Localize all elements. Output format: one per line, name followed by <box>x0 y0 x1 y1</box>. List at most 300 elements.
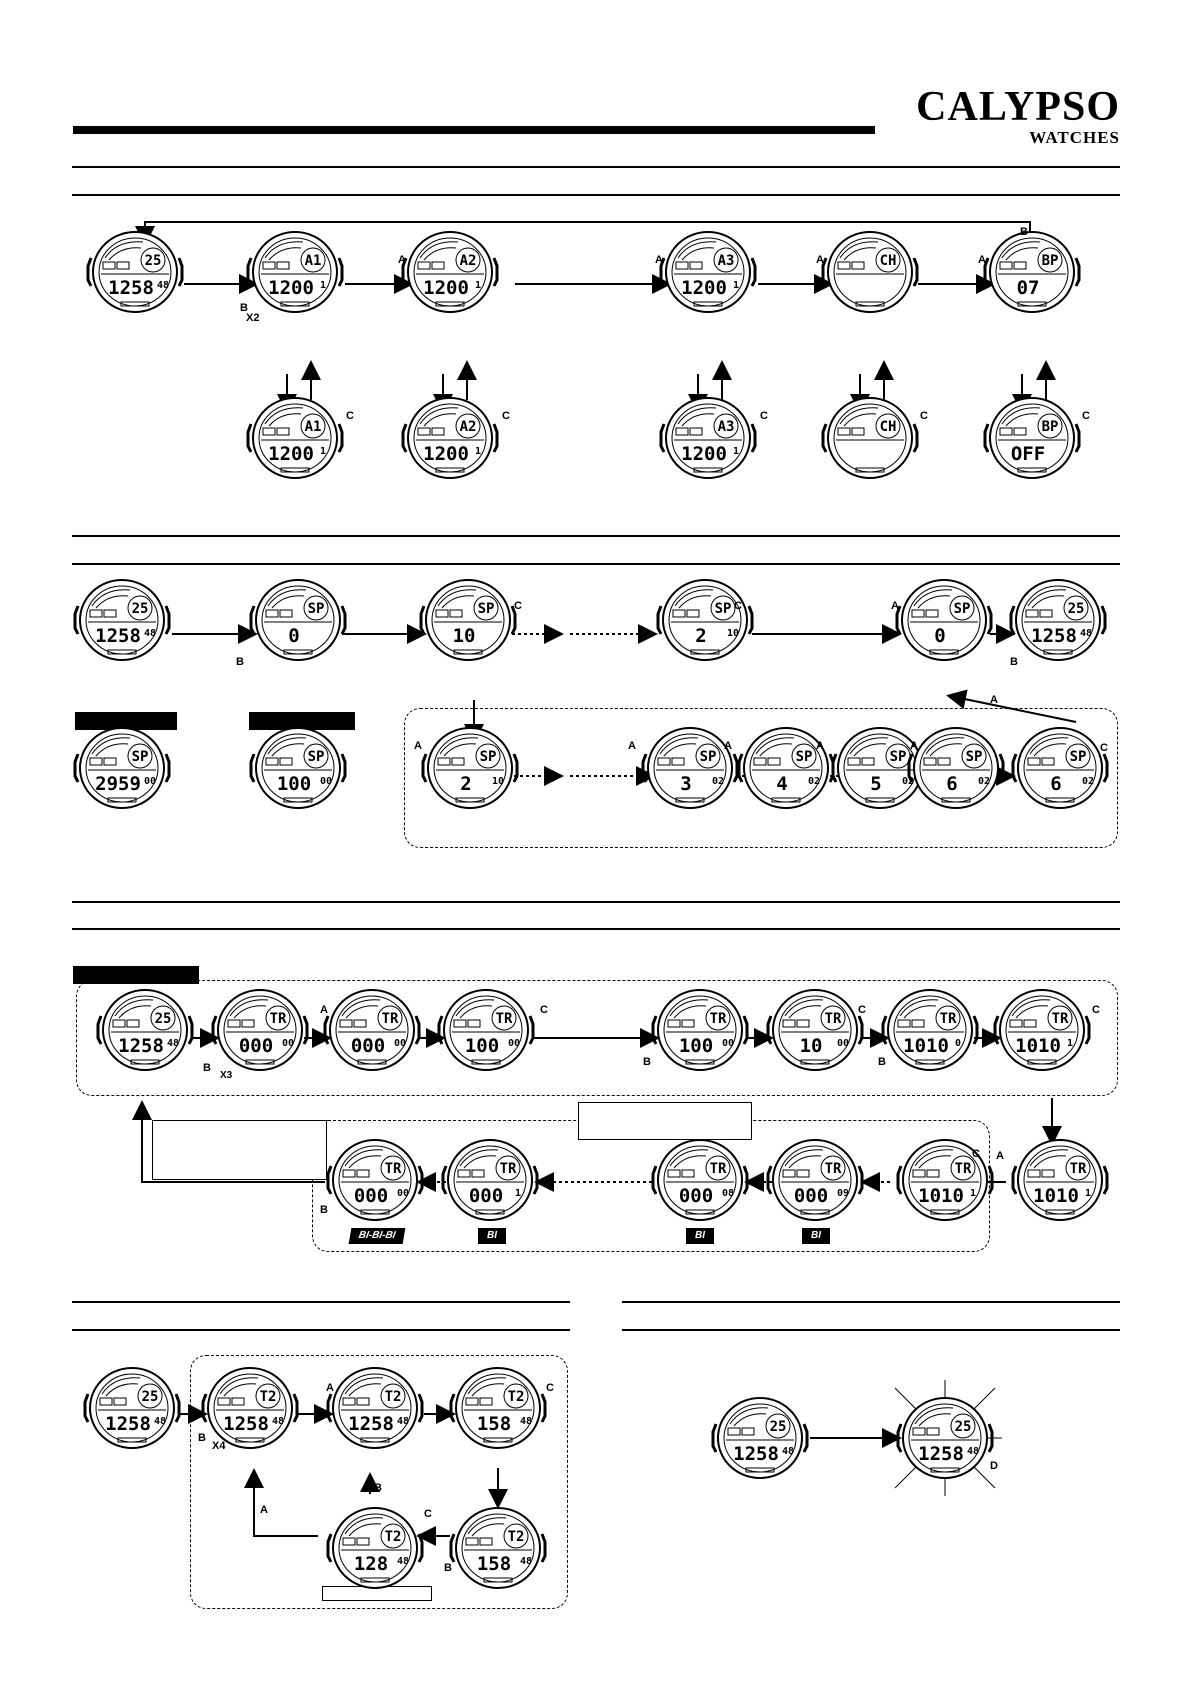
button-c-marker[interactable] <box>502 410 510 422</box>
button-a-marker[interactable] <box>414 740 422 752</box>
seconds-readout: 48 <box>519 1556 533 1567</box>
side-button <box>995 1016 998 1044</box>
watch-display <box>985 398 1079 478</box>
button-c-marker[interactable] <box>546 1382 554 1394</box>
button-d-marker[interactable] <box>990 1460 998 1472</box>
alert-badge: BI-BI-BI <box>349 1228 406 1244</box>
brand-subtitle: WATCHES <box>1029 128 1120 147</box>
button-a-marker[interactable] <box>260 1504 268 1516</box>
mode-readout: 25 <box>144 253 162 269</box>
mode-readout: SP <box>1069 749 1087 765</box>
seconds-readout: 48 <box>143 628 157 639</box>
main-readout: 07 <box>1016 277 1040 299</box>
main-readout: 6 <box>1050 773 1062 795</box>
watch-display <box>897 580 991 660</box>
mode-readout: T2 <box>507 1389 525 1405</box>
button-a-label: A <box>326 1382 334 1394</box>
watch-display <box>898 1398 992 1478</box>
mode-readout: T2 <box>259 1389 277 1405</box>
side-button <box>752 424 755 452</box>
button-b-marker[interactable] <box>203 1062 211 1074</box>
button-b-marker[interactable] <box>236 656 244 668</box>
side-button <box>914 258 917 286</box>
side-button <box>342 754 345 782</box>
watch-case <box>448 1140 532 1220</box>
watch-case <box>648 728 732 808</box>
watch-display <box>661 232 755 312</box>
mode-readout: SP <box>307 601 325 617</box>
watch-display <box>653 990 747 1070</box>
seconds-readout: 48 <box>153 1416 167 1427</box>
button-a-label: A <box>260 1504 268 1516</box>
watch-case <box>408 232 492 312</box>
mode-readout: 25 <box>1067 601 1085 617</box>
side-button <box>342 606 345 634</box>
watch-case <box>103 990 187 1070</box>
button-a-label: A <box>978 254 986 266</box>
button-a-label: A <box>816 254 824 266</box>
seconds-readout: 1 <box>319 280 327 291</box>
watch-display <box>823 398 917 478</box>
button-c-marker[interactable] <box>972 1148 980 1160</box>
watch-display <box>985 232 1079 312</box>
main-readout: 000 <box>353 1185 389 1207</box>
main-readout: 1258 <box>105 1413 151 1435</box>
main-readout: 1010 <box>918 1185 964 1207</box>
side-button <box>1086 1016 1089 1044</box>
watch-case <box>333 1140 417 1220</box>
mode-readout: SP <box>714 601 732 617</box>
side-button <box>416 1016 419 1044</box>
side-button <box>98 1016 101 1044</box>
button-a-label: A <box>816 740 824 752</box>
button-c-marker[interactable] <box>1092 1004 1100 1016</box>
button-c-marker[interactable] <box>540 1004 548 1016</box>
side-button <box>75 754 78 782</box>
watch-case <box>658 990 742 1070</box>
side-button <box>1104 1166 1107 1194</box>
watch-case <box>1000 990 1084 1070</box>
side-button <box>339 258 342 286</box>
side-button <box>542 1534 545 1562</box>
side-button <box>883 1016 886 1044</box>
mode-readout: A1 <box>304 253 322 269</box>
button-b-label: B <box>643 1056 651 1068</box>
side-button <box>514 754 517 782</box>
watch-display <box>451 1508 545 1588</box>
watch-case <box>990 398 1074 478</box>
mode-readout: 25 <box>954 1419 972 1435</box>
side-button <box>176 1394 179 1422</box>
seconds-readout: 02 <box>711 776 725 787</box>
button-c-marker[interactable] <box>424 1508 432 1520</box>
mode-readout: 25 <box>131 601 149 617</box>
main-readout: 1258 <box>108 277 154 299</box>
side-button <box>88 258 91 286</box>
side-button <box>1076 258 1079 286</box>
watch-case <box>90 1368 174 1448</box>
seconds-readout: 48 <box>966 1446 980 1457</box>
button-b-marker[interactable] <box>1010 656 1018 668</box>
button-a-marker[interactable] <box>816 740 824 752</box>
main-readout: 2959 <box>95 773 141 795</box>
seconds-readout: 1 <box>474 446 482 457</box>
main-readout: 5 <box>870 773 882 795</box>
seconds-readout: 02 <box>977 776 991 787</box>
watch-display <box>213 990 307 1070</box>
button-a-label: A <box>910 740 918 752</box>
watch-display <box>88 232 182 312</box>
button-b-marker[interactable] <box>1020 226 1028 238</box>
watch-case <box>256 728 340 808</box>
side-button <box>1013 1166 1016 1194</box>
button-b-label: B <box>240 302 248 314</box>
mode-readout: SP <box>131 749 149 765</box>
watch-case <box>444 990 528 1070</box>
watch-display <box>713 1398 807 1478</box>
mode-readout: SP <box>699 749 717 765</box>
side-button <box>914 424 917 452</box>
watch-case <box>408 398 492 478</box>
side-button <box>248 258 251 286</box>
button-c-marker[interactable] <box>734 600 742 612</box>
main-readout: 1200 <box>423 443 469 465</box>
watch-case <box>914 728 998 808</box>
alert-badge: BI <box>478 1228 506 1244</box>
side-button <box>339 424 342 452</box>
seconds-readout: 48 <box>166 1038 180 1049</box>
seconds-readout: 1 <box>1066 1038 1074 1049</box>
side-button <box>989 1424 992 1452</box>
seconds-readout: 00 <box>319 776 333 787</box>
button-b-label: B <box>203 1062 211 1074</box>
side-button <box>898 1166 901 1194</box>
watch-display <box>403 398 497 478</box>
button-b-label: B <box>374 1482 382 1494</box>
side-button <box>166 606 169 634</box>
main-readout: 1258 <box>95 625 141 647</box>
side-button <box>419 1394 422 1422</box>
mode-readout: TR <box>954 1161 972 1177</box>
mode-readout: TR <box>384 1161 402 1177</box>
seconds-readout: 48 <box>396 1416 410 1427</box>
side-button <box>823 424 826 452</box>
seconds-readout: 02 <box>1081 776 1095 787</box>
mode-readout: 25 <box>769 1419 787 1435</box>
button-c-marker[interactable] <box>1082 410 1090 422</box>
side-button <box>248 424 251 452</box>
button-b-label: B <box>236 656 244 668</box>
button-b-label: B <box>444 1562 452 1574</box>
button-a-marker[interactable] <box>990 694 998 706</box>
seconds-readout: 48 <box>1079 628 1093 639</box>
button-c-label: C <box>502 410 510 422</box>
watch-display <box>251 728 345 808</box>
watch-display <box>328 1140 422 1220</box>
main-readout: 10 <box>452 625 476 647</box>
watch-case <box>330 990 414 1070</box>
mode-readout: SP <box>307 749 325 765</box>
multiplier-label: X3 <box>220 1070 233 1081</box>
button-a-label: A <box>990 694 998 706</box>
button-a-marker[interactable] <box>891 600 899 612</box>
side-button <box>542 1394 545 1422</box>
side-button <box>1011 606 1014 634</box>
seconds-readout: 1 <box>732 446 740 457</box>
button-c-marker[interactable] <box>514 600 522 612</box>
mode-readout: TR <box>939 1011 957 1027</box>
side-button <box>328 1394 331 1422</box>
mode-readout: BP <box>1041 419 1059 435</box>
watch-case <box>80 728 164 808</box>
side-button <box>304 1016 307 1044</box>
mode-readout: CH <box>879 419 897 435</box>
button-a-label: A <box>628 740 636 752</box>
watch-display <box>75 580 169 660</box>
button-c-marker[interactable] <box>346 410 354 422</box>
button-b-marker[interactable] <box>878 1056 886 1068</box>
mode-readout: T2 <box>384 1529 402 1545</box>
side-button <box>744 1016 747 1044</box>
side-button <box>1104 754 1107 782</box>
seconds-readout: 1 <box>732 280 740 291</box>
side-button <box>451 1534 454 1562</box>
mode-readout: A1 <box>304 419 322 435</box>
side-button <box>713 1424 716 1452</box>
button-c-label: C <box>858 1004 866 1016</box>
seconds-readout: 1 <box>514 1188 522 1199</box>
watch-display <box>768 990 862 1070</box>
watch-case <box>208 1368 292 1448</box>
seconds-readout: 1 <box>474 280 482 291</box>
watch-case <box>456 1368 540 1448</box>
side-button <box>988 606 991 634</box>
watch-display <box>658 580 752 660</box>
button-d-label: D <box>990 1460 998 1472</box>
multiplier-label: X2 <box>246 312 260 324</box>
button-a-label: A <box>655 254 663 266</box>
side-button <box>1013 754 1016 782</box>
side-button <box>423 754 426 782</box>
mode-readout: TR <box>499 1161 517 1177</box>
seconds-readout: 00 <box>393 1038 407 1049</box>
main-readout: 128 <box>353 1553 389 1575</box>
mode-readout: A2 <box>459 419 477 435</box>
main-readout: 000 <box>678 1185 714 1207</box>
button-c-label: C <box>920 410 928 422</box>
brand-name: CALYPSO <box>916 84 1120 130</box>
side-button <box>752 258 755 286</box>
seconds-readout: 48 <box>156 280 170 291</box>
watch-display <box>451 1368 545 1448</box>
watch-display <box>1011 580 1105 660</box>
button-b-marker[interactable] <box>374 1482 382 1494</box>
side-button <box>421 606 424 634</box>
watch-display <box>443 1140 537 1220</box>
button-c-marker[interactable] <box>1100 742 1108 754</box>
watch-case <box>773 1140 857 1220</box>
main-readout: 4 <box>776 773 788 795</box>
watch-display <box>883 990 977 1070</box>
watch-case <box>990 232 1074 312</box>
side-button <box>325 1016 328 1044</box>
button-a-label: A <box>891 600 899 612</box>
button-a-label: A <box>724 740 732 752</box>
main-readout: 158 <box>476 1413 512 1435</box>
main-readout: 1200 <box>681 277 727 299</box>
side-button <box>403 424 406 452</box>
alert-badge: BI <box>686 1228 714 1244</box>
watch-case <box>1016 580 1100 660</box>
button-c-marker[interactable] <box>920 410 928 422</box>
main-readout: 000 <box>238 1035 274 1057</box>
mode-readout: BP <box>1041 253 1059 269</box>
side-button <box>189 1016 192 1044</box>
watch-case <box>828 232 912 312</box>
button-b-marker[interactable] <box>643 1056 651 1068</box>
watch-case <box>333 1368 417 1448</box>
watch-case <box>718 1398 802 1478</box>
button-a-marker[interactable] <box>816 254 824 266</box>
button-a-marker[interactable] <box>655 254 663 266</box>
side-button <box>213 1016 216 1044</box>
side-button <box>494 258 497 286</box>
mode-readout: TR <box>824 1011 842 1027</box>
seconds-readout: 48 <box>519 1416 533 1427</box>
mode-readout: SP <box>953 601 971 617</box>
main-readout: 1200 <box>268 443 314 465</box>
button-a-marker[interactable] <box>996 1150 1004 1162</box>
side-button <box>179 258 182 286</box>
watch-display <box>403 232 497 312</box>
side-button <box>1102 606 1105 634</box>
watch-display <box>1013 1140 1107 1220</box>
button-a-label: A <box>414 740 422 752</box>
side-button <box>989 1166 992 1194</box>
main-readout: 000 <box>468 1185 504 1207</box>
side-button <box>658 606 661 634</box>
button-c-label: C <box>1100 742 1108 754</box>
seconds-readout: 1 <box>319 446 327 457</box>
alert-badge: BI <box>802 1228 830 1244</box>
watch-case <box>1018 1140 1102 1220</box>
main-readout: 1200 <box>268 277 314 299</box>
button-a-marker[interactable] <box>326 1382 334 1394</box>
watch-display <box>85 1368 179 1448</box>
seconds-readout: 10 <box>491 776 505 787</box>
side-button <box>166 754 169 782</box>
mode-readout: TR <box>1051 1011 1069 1027</box>
main-readout: 3 <box>680 773 692 795</box>
main-readout: 100 <box>464 1035 500 1057</box>
watch-case <box>426 580 510 660</box>
button-c-label: C <box>1082 410 1090 422</box>
side-button <box>294 1394 297 1422</box>
button-a-marker[interactable] <box>910 740 918 752</box>
watch-display <box>995 990 1089 1070</box>
side-button <box>534 1166 537 1194</box>
watch-display <box>1013 728 1107 808</box>
button-c-marker[interactable] <box>858 1004 866 1016</box>
main-readout: 1258 <box>918 1443 964 1465</box>
side-button <box>251 754 254 782</box>
button-a-marker[interactable] <box>978 254 986 266</box>
button-a-marker[interactable] <box>320 1004 328 1016</box>
seconds-readout: 08 <box>721 1188 735 1199</box>
side-button <box>443 1166 446 1194</box>
watch-case <box>902 580 986 660</box>
main-readout: 100 <box>678 1035 714 1057</box>
main-readout: 2 <box>695 625 707 647</box>
side-button <box>75 606 78 634</box>
watch-case <box>1018 728 1102 808</box>
main-readout: 1010 <box>903 1035 949 1057</box>
watch-display <box>203 1368 297 1448</box>
main-readout: 000 <box>793 1185 829 1207</box>
mode-readout: SP <box>477 601 495 617</box>
seconds-readout: 00 <box>281 1038 295 1049</box>
watch-display <box>768 1140 862 1220</box>
main-readout: 1200 <box>423 277 469 299</box>
mode-readout: A3 <box>717 419 735 435</box>
side-button <box>898 1424 901 1452</box>
button-a-marker[interactable] <box>628 740 636 752</box>
main-readout: 1258 <box>223 1413 269 1435</box>
button-b-marker[interactable] <box>320 1204 328 1216</box>
button-c-marker[interactable] <box>760 410 768 422</box>
button-a-marker[interactable] <box>724 740 732 752</box>
watch-display <box>75 728 169 808</box>
side-button <box>768 1016 771 1044</box>
side-button <box>804 1424 807 1452</box>
watch-display <box>98 990 192 1070</box>
watch-case <box>253 398 337 478</box>
mode-readout: SP <box>965 749 983 765</box>
watch-case <box>663 580 747 660</box>
mode-readout: TR <box>495 1011 513 1027</box>
main-readout: 1258 <box>733 1443 779 1465</box>
watch-case <box>256 580 340 660</box>
seconds-readout: 10 <box>726 628 740 639</box>
watch-display <box>328 1508 422 1588</box>
button-c-label: C <box>546 1382 554 1394</box>
mode-readout: T2 <box>384 1389 402 1405</box>
main-readout: 1010 <box>1033 1185 1079 1207</box>
button-b-label: B <box>1020 226 1028 238</box>
button-b-marker[interactable] <box>198 1432 206 1444</box>
watch-display <box>325 990 419 1070</box>
watch-case <box>888 990 972 1070</box>
side-button <box>328 1166 331 1194</box>
mode-readout: T2 <box>507 1529 525 1545</box>
mode-readout: SP <box>479 749 497 765</box>
main-readout: 1200 <box>681 443 727 465</box>
main-readout: 1010 <box>1015 1035 1061 1057</box>
multiplier-label: X4 <box>212 1440 226 1452</box>
button-a-marker[interactable] <box>398 254 406 266</box>
seconds-readout: 00 <box>836 1038 850 1049</box>
seconds-readout: 1 <box>969 1188 977 1199</box>
button-b-marker[interactable] <box>444 1562 452 1574</box>
watch-display <box>248 398 342 478</box>
button-a-label: A <box>996 1150 1004 1162</box>
seconds-readout: 0 <box>954 1038 962 1049</box>
side-button <box>451 1394 454 1422</box>
button-b-label: B <box>320 1204 328 1216</box>
seconds-readout: 48 <box>271 1416 285 1427</box>
mode-readout: 25 <box>141 1389 159 1405</box>
watch-display <box>661 398 755 478</box>
